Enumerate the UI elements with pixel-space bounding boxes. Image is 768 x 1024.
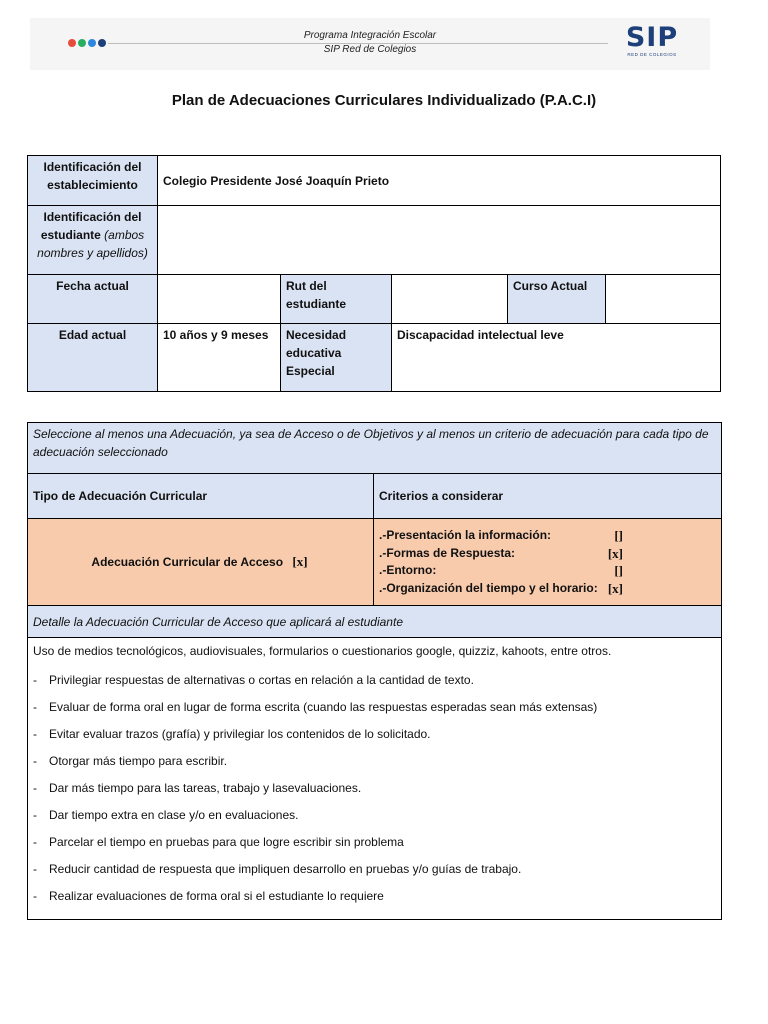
detail-item-text: Dar tiempo extra en clase y/o en evaluaciones. (49, 808, 299, 822)
detail-item-text: Evitar evaluar trazos (grafía) y privilegiar los contenidos de lo solicitado. (49, 727, 431, 741)
bullet-mark: - (33, 781, 37, 795)
criterion-label: .-Entorno: (379, 563, 437, 577)
adaptation-table (27, 422, 722, 920)
brand-dot (68, 39, 76, 47)
detail-item (33, 834, 716, 851)
rut-label: Rut del estudiante (281, 275, 392, 324)
detail-item (33, 726, 716, 743)
identification-table (27, 155, 721, 392)
detail-item (33, 861, 716, 878)
detail-item-text: Evaluar de forma oral en lugar de forma escrita (cuando las respuestas esperadas sean más extensas) (49, 700, 598, 714)
network-name: SIP Red de Colegios (323, 44, 417, 55)
detail-item-text: Privilegiar respuestas de alternativas o cortas en relación a la cantidad de texto. (49, 673, 474, 687)
detail-item (33, 807, 716, 824)
need-value: Discapacidad intelectual leve (392, 324, 721, 392)
criteria-header: Criterios a considerar (374, 474, 722, 519)
age-value: 10 años y 9 meses (158, 324, 281, 392)
access-adaptation-label: Adecuación Curricular de Acceso (91, 555, 284, 569)
detail-item (33, 753, 716, 770)
date-label: Fecha actual (28, 275, 158, 324)
criterion-row (379, 527, 625, 545)
brand-dot (88, 39, 96, 47)
detail-item-text: Realizar evaluaciones de forma oral si el estudiante lo requiere (49, 889, 384, 903)
detail-item-text: Reducir cantidad de respuesta que impliquen desarrollo en pruebas y/o guías de trabajo. (49, 862, 522, 876)
bullet-mark: - (33, 700, 37, 714)
course-label: Curso Actual (508, 275, 606, 324)
date-value (158, 275, 281, 324)
criteria-cell (374, 519, 722, 606)
logo-text: SIP (625, 22, 679, 53)
detail-item (33, 699, 716, 716)
program-name: Programa Integración Escolar (303, 30, 437, 41)
criterion-label: .-Presentación la información: (379, 528, 552, 542)
course-value (606, 275, 721, 324)
bullet-mark: - (33, 808, 37, 822)
detail-cell (28, 638, 722, 920)
criterion-mark[interactable]: [] (614, 528, 624, 543)
school-label: Identificación del establecimiento (28, 156, 158, 206)
criterion-mark[interactable]: [x] (607, 545, 624, 561)
need-label: Necesidad educativa Especial (281, 324, 392, 392)
header-text (260, 29, 480, 57)
criterion-label: .-Organización del tiempo y el horario: (379, 580, 598, 595)
student-label-note: (ambos nombres y apellidos) (37, 228, 148, 260)
criterion-label: .-Formas de Respuesta: (379, 545, 516, 560)
type-header: Tipo de Adecuación Curricular (28, 474, 374, 519)
student-label (28, 206, 158, 275)
detail-list (33, 672, 716, 905)
criterion-row (379, 545, 625, 563)
detail-prompt: Detalle la Adecuación Curricular de Acceso que aplicará al estudiante (28, 606, 722, 638)
student-label-main: Identificación del estudiante (40, 210, 142, 242)
brand-dot (78, 39, 86, 47)
logo-subtext: RED DE COLEGIOS (627, 52, 677, 57)
access-adaptation-mark[interactable]: [x] (292, 554, 308, 569)
age-label: Edad actual (28, 324, 158, 392)
adaptation-instruction: Seleccione al menos una Adecuación, ya sea de Acceso o de Objetivos y al menos un criterio de adecuación para cada tipo de adecuación seleccionado (28, 423, 722, 474)
school-value: Colegio Presidente José Joaquín Prieto (158, 156, 721, 206)
detail-item (33, 780, 716, 797)
detail-item-text: Dar más tiempo para las tareas, trabajo y lasevaluaciones. (49, 781, 362, 795)
page-title: Plan de Adecuaciones Curriculares Individualizado (P.A.C.I) (171, 92, 597, 109)
criterion-row (379, 580, 625, 598)
criterion-mark[interactable]: [] (614, 563, 624, 578)
detail-item-text: Otorgar más tiempo para escribir. (49, 754, 228, 768)
sip-logo (622, 24, 682, 64)
bullet-mark: - (33, 754, 37, 768)
detail-item (33, 672, 716, 689)
bullet-mark: - (33, 673, 37, 687)
page-header (30, 18, 710, 70)
bullet-mark: - (33, 862, 37, 876)
detail-item-text: Parcelar el tiempo en pruebas para que logre escribir sin problema (49, 835, 404, 849)
detail-item (33, 888, 716, 905)
student-value (158, 206, 721, 275)
bullet-mark: - (33, 727, 37, 741)
brand-dots (68, 39, 106, 47)
bullet-mark: - (33, 835, 37, 849)
bullet-mark: - (33, 889, 37, 903)
rut-value (392, 275, 508, 324)
criterion-mark[interactable]: [x] (607, 580, 624, 596)
access-adaptation-cell (28, 519, 374, 606)
criterion-row (379, 562, 625, 580)
brand-dot (98, 39, 106, 47)
detail-intro: Uso de medios tecnológicos, audiovisuales, formularios o cuestionarios google, quizziz, kahoots, entre otros. (33, 644, 612, 658)
